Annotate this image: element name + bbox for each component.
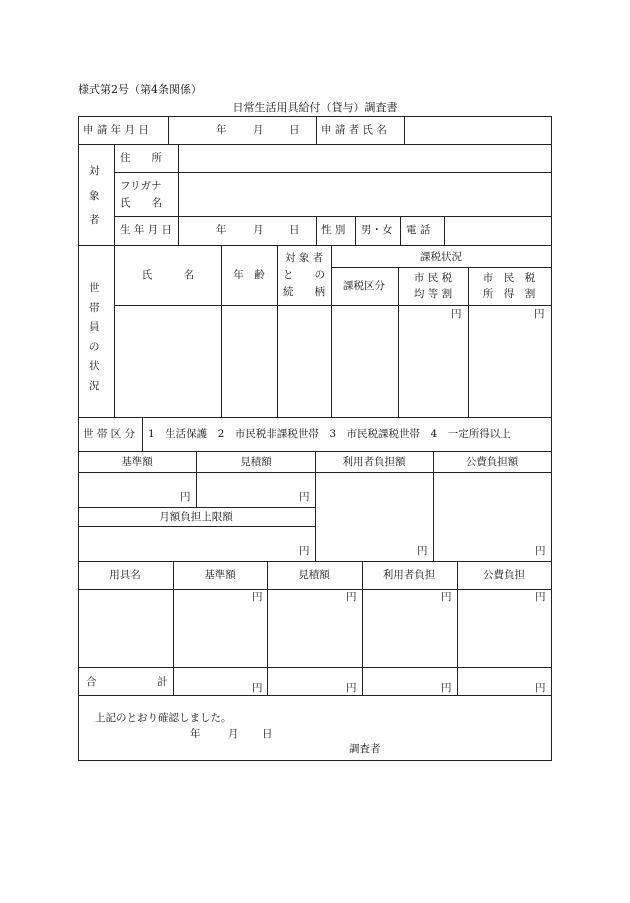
investigator-label: 調査者 <box>349 743 381 755</box>
confirm-month-unit: 月 <box>228 728 239 740</box>
equal-rate-yen: 円 <box>451 308 462 320</box>
household-label-char: 員 <box>89 321 100 333</box>
relation-header-line2: と の <box>283 269 325 281</box>
subject-label-char: 者 <box>89 214 100 226</box>
base-amount-yen: 円 <box>180 491 191 503</box>
items-header-estimate: 見積額 <box>298 569 330 581</box>
subject-label-char: 象 <box>89 189 100 202</box>
household-section-label <box>89 283 100 391</box>
apply-date-year-unit: 年 <box>216 124 227 136</box>
tax-class-header: 課税区分 <box>343 280 385 292</box>
address-label: 住 所 <box>120 152 162 164</box>
applicant-name-field[interactable] <box>405 117 551 144</box>
total-base-yen: 円 <box>252 682 263 694</box>
estimate-amount-label: 見積額 <box>240 456 272 468</box>
total-public-burden-yen: 円 <box>535 682 546 694</box>
apply-date-month-unit: 月 <box>253 124 264 136</box>
monthly-limit-label: 月額負担上限額 <box>159 511 233 523</box>
items-header-user-burden: 利用者負担 <box>382 569 436 581</box>
items-public-burden-yen: 円 <box>535 591 546 603</box>
household-members-area[interactable] <box>115 306 551 417</box>
furigana-label: フリガナ <box>120 180 162 192</box>
items-user-burden-yen: 円 <box>441 591 452 603</box>
total-label-right: 計 <box>157 676 168 688</box>
monthly-limit-yen: 円 <box>299 545 310 557</box>
household-label-char: の <box>89 340 100 353</box>
equal-rate-header-line2: 均 等 割 <box>413 288 453 300</box>
public-burden-amount-yen: 円 <box>535 545 546 557</box>
user-burden-amount-yen: 円 <box>417 545 428 557</box>
household-label-char: 況 <box>89 379 100 392</box>
relation-header-line1: 対 象 者 <box>284 252 324 264</box>
items-header-name: 用具名 <box>109 569 141 581</box>
subject-name-field[interactable] <box>179 173 551 216</box>
confirm-day-unit: 日 <box>262 728 273 740</box>
income-rate-header-line2: 所 得 割 <box>482 288 536 300</box>
birth-day-unit: 日 <box>289 224 300 236</box>
sex-label: 性 別 <box>321 224 346 236</box>
subject-label-char: 対 <box>89 165 100 177</box>
birth-month-unit: 月 <box>253 224 264 236</box>
birth-year-unit: 年 <box>216 224 227 236</box>
equal-rate-header-line1: 市 民 税 <box>413 272 453 284</box>
household-category-label: 世 帯 区 分 <box>83 428 136 440</box>
total-user-burden-yen: 円 <box>441 682 452 694</box>
household-age-header: 年 齢 <box>233 269 265 281</box>
base-amount-label: 基準額 <box>121 456 153 468</box>
user-burden-amount-label: 利用者負担額 <box>342 456 406 468</box>
apply-date-field[interactable] <box>169 117 316 144</box>
household-label-char: 世 <box>89 282 100 294</box>
income-rate-yen: 円 <box>534 308 545 320</box>
estimate-amount-yen: 円 <box>299 491 310 503</box>
household-label-char: 状 <box>89 360 100 372</box>
form-number: 様式第2号（第4条関係） <box>78 83 202 96</box>
confirmation-statement: 上記のとおり確認しました。 <box>95 712 232 724</box>
phone-label: 電 話 <box>406 224 431 236</box>
household-name-header: 氏 名 <box>141 269 195 281</box>
applicant-name-label: 申 請 者 氏 名 <box>321 124 387 136</box>
items-header-public-burden: 公費負担 <box>483 569 525 581</box>
relation-header-line3: 続 柄 <box>283 286 325 298</box>
household-category-options[interactable]: 1 生活保護 2 市民税非課税世帯 3 市民税課税世帯 4 一定所得以上 <box>148 428 511 440</box>
income-rate-header-line1: 市 民 税 <box>482 272 536 284</box>
items-base-yen: 円 <box>252 591 263 603</box>
tax-status-header: 課税状況 <box>420 251 462 263</box>
items-estimate-yen: 円 <box>346 591 357 603</box>
total-label-left: 合 <box>86 676 97 688</box>
phone-field[interactable] <box>445 217 551 245</box>
apply-date-label: 申 請 年 月 日 <box>83 124 149 136</box>
household-label-char: 帯 <box>89 301 100 314</box>
confirm-year-unit: 年 <box>190 728 201 740</box>
form-title: 日常生活用具給付（貸与）調査書 <box>232 101 398 114</box>
birth-date-label: 生 年 月 日 <box>120 224 173 236</box>
address-field[interactable] <box>179 145 551 172</box>
subject-name-label: 氏 名 <box>120 197 162 209</box>
sex-options[interactable]: 男・女 <box>361 224 393 236</box>
subject-section-label <box>89 166 100 226</box>
apply-date-day-unit: 日 <box>289 124 300 136</box>
public-burden-amount-label: 公費負担額 <box>465 456 519 468</box>
total-estimate-yen: 円 <box>346 682 357 694</box>
items-header-base: 基準額 <box>204 569 236 581</box>
